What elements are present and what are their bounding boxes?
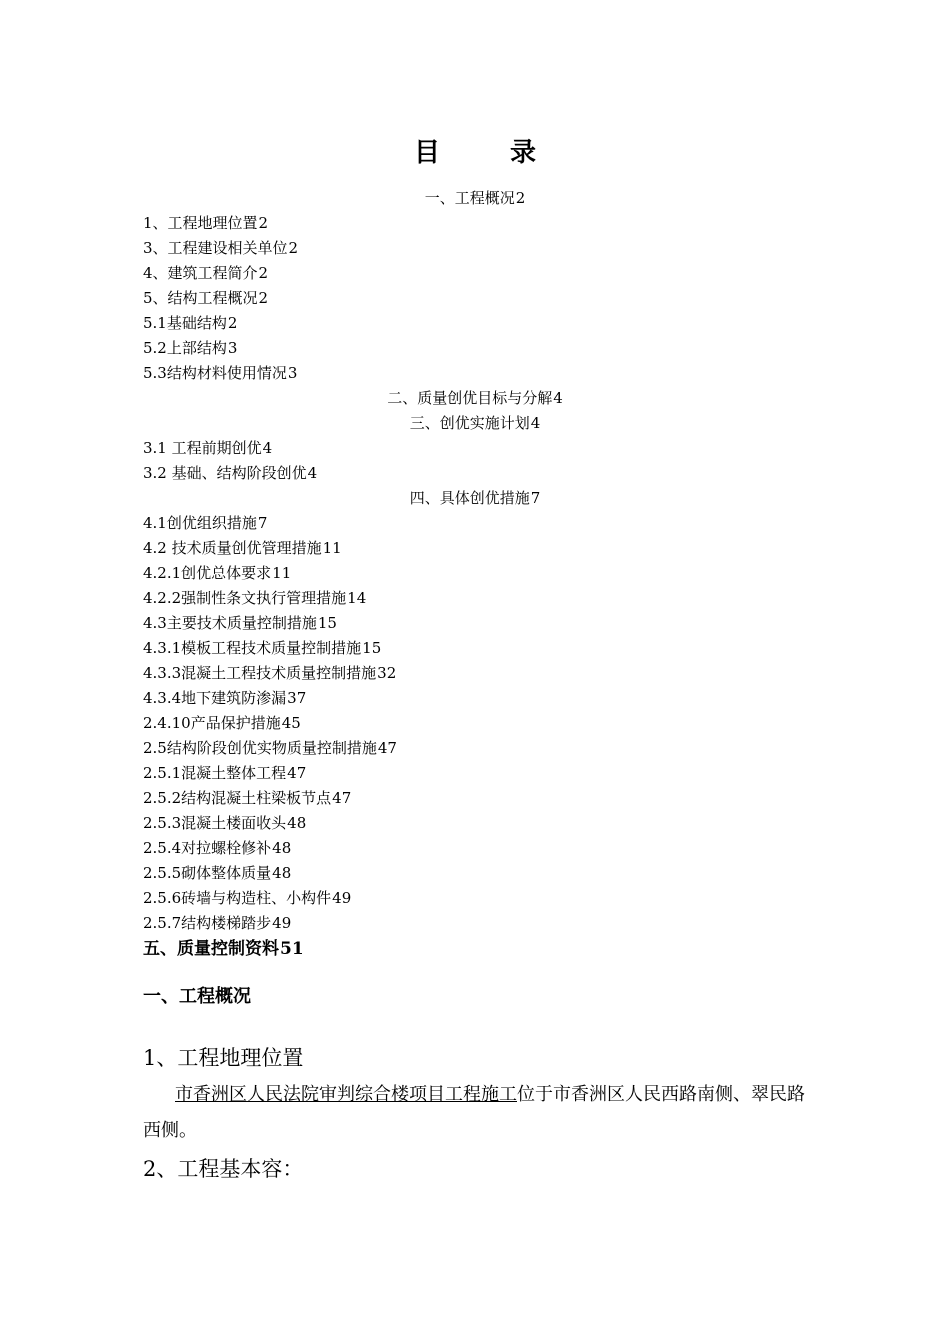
toc-entry-text: 2.5.2结构混凝土柱梁板节点 — [143, 789, 332, 807]
toc-entry-page: 47 — [287, 764, 307, 782]
toc-entry-page: 7 — [257, 514, 268, 532]
toc-entry[interactable] — [143, 886, 813, 911]
toc-entry-page: 15 — [362, 639, 382, 657]
toc-entry-text: 3.2 基础、结构阶段创优 — [143, 464, 307, 482]
toc-entry-text: 五、质量控制资料 — [143, 939, 279, 959]
toc-entry[interactable] — [143, 936, 813, 962]
toc-entry[interactable] — [143, 736, 813, 761]
toc-entry-page: 4 — [307, 464, 318, 482]
toc-entry-text: 4.3.4地下建筑防渗漏 — [143, 689, 287, 707]
toc-entry-page: 4 — [530, 414, 541, 432]
toc-entry[interactable] — [0, 411, 950, 436]
toc-entry-text: 5、结构工程概况 — [143, 289, 258, 307]
section-heading: 一、工程概况 — [143, 986, 251, 1007]
toc-entry-page: 11 — [272, 564, 292, 582]
toc-entry-page: 2 — [515, 189, 526, 207]
toc-entry-text: 4、建筑工程简介 — [143, 264, 258, 282]
toc-entry-text: 2.5.3混凝土楼面收头 — [143, 814, 287, 832]
toc-entry[interactable] — [143, 261, 813, 286]
toc-entry-page: 11 — [322, 539, 342, 557]
toc-entry-page: 47 — [377, 739, 397, 757]
toc-title-left: 目 — [413, 138, 440, 168]
toc-entry[interactable] — [0, 386, 950, 411]
toc-entry-page: 2 — [227, 314, 238, 332]
toc-entry-page: 4 — [262, 439, 273, 457]
toc-entry-text: 3.1 工程前期创优 — [143, 439, 262, 457]
toc-entry-text: 4.2.2强制性条文执行管理措施 — [143, 589, 347, 607]
toc-entry-text: 4.2.1创优总体要求 — [143, 564, 272, 582]
toc-entry-page: 37 — [287, 689, 307, 707]
toc-entry-text: 2.4.10产品保护措施 — [143, 714, 281, 732]
toc-entry-page: 51 — [280, 939, 304, 959]
toc-entry[interactable] — [143, 361, 813, 386]
toc-entry-page: 45 — [281, 714, 301, 732]
toc-entry-page: 3 — [287, 364, 298, 382]
toc-entry-page: 48 — [272, 839, 292, 857]
sub-heading-location: 1、工程地理位置 — [143, 1046, 304, 1070]
toc-entry-page: 49 — [272, 914, 292, 932]
toc-entry-text: 二、质量创优目标与分解 — [387, 389, 553, 407]
toc-entry[interactable] — [143, 236, 813, 261]
toc-entry[interactable] — [143, 286, 813, 311]
toc-entry[interactable] — [143, 436, 813, 461]
toc-entry-text: 5.2上部结构 — [143, 339, 227, 357]
toc-entry-page: 47 — [332, 789, 352, 807]
toc-entry-text: 4.2 技术质量创优管理措施 — [143, 539, 322, 557]
toc-entry[interactable] — [143, 636, 813, 661]
toc-entry-page: 2 — [258, 289, 269, 307]
toc-entry-text: 2.5.4对拉螺栓修补 — [143, 839, 272, 857]
toc-entry[interactable] — [143, 861, 813, 886]
toc-entry-page: 2 — [288, 239, 299, 257]
toc-entry-text: 3、工程建设相关单位 — [143, 239, 288, 257]
toc-entry[interactable] — [143, 311, 813, 336]
toc-title-right: 录 — [510, 138, 537, 168]
toc-entry-text: 2.5.1混凝土整体工程 — [143, 764, 287, 782]
toc-entry[interactable] — [143, 711, 813, 736]
toc-entry[interactable] — [143, 811, 813, 836]
toc-entry-page: 48 — [272, 864, 292, 882]
toc-entry-text: 三、创优实施计划 — [409, 414, 530, 432]
toc-entry[interactable] — [143, 211, 813, 236]
toc-entry[interactable] — [0, 186, 950, 211]
toc-entry[interactable] — [143, 761, 813, 786]
toc-entry-page: 14 — [347, 589, 367, 607]
toc-entry-page: 48 — [287, 814, 307, 832]
sub-heading-basic-content: 2、工程基本容： — [143, 1157, 304, 1181]
toc-entry-text: 2.5.6砖墙与构造柱、小构件 — [143, 889, 332, 907]
table-of-contents — [143, 186, 813, 962]
toc-entry-text: 4.3.3混凝土工程技术质量控制措施 — [143, 664, 377, 682]
toc-title — [0, 132, 950, 169]
toc-entry-text: 4.3主要技术质量控制措施 — [143, 614, 317, 632]
location-paragraph — [143, 1077, 813, 1149]
project-name-underlined: 市香洲区人民法院审判综合楼项目工程施工 — [175, 1084, 517, 1105]
toc-entry-text: 4.1创优组织措施 — [143, 514, 257, 532]
toc-entry-text: 2.5结构阶段创优实物质量控制措施 — [143, 739, 377, 757]
location-text: 位于市香洲区人民西路南侧、翠民路西侧。 — [143, 1084, 805, 1141]
toc-entry[interactable] — [143, 686, 813, 711]
toc-entry[interactable] — [143, 336, 813, 361]
toc-entry-text: 2.5.5砌体整体质量 — [143, 864, 272, 882]
toc-entry-page: 2 — [258, 214, 269, 232]
toc-entry[interactable] — [143, 611, 813, 636]
toc-entry[interactable] — [143, 661, 813, 686]
toc-entry[interactable] — [143, 511, 813, 536]
toc-entry[interactable] — [143, 786, 813, 811]
toc-entry[interactable] — [143, 461, 813, 486]
toc-entry-page: 7 — [530, 489, 541, 507]
toc-entry-text: 2.5.7结构楼梯踏步 — [143, 914, 272, 932]
toc-entry[interactable] — [143, 536, 813, 561]
toc-entry[interactable] — [143, 561, 813, 586]
toc-entry-text: 4.3.1模板工程技术质量控制措施 — [143, 639, 362, 657]
toc-entry-page: 2 — [258, 264, 269, 282]
toc-entry-text: 5.3结构材料使用情况 — [143, 364, 287, 382]
toc-entry-page: 4 — [553, 389, 563, 407]
toc-entry[interactable] — [143, 586, 813, 611]
toc-entry[interactable] — [0, 486, 950, 511]
toc-entry-page: 32 — [377, 664, 397, 682]
toc-entry-text: 一、工程概况 — [424, 189, 515, 207]
toc-entry-text: 1、工程地理位置 — [143, 214, 258, 232]
toc-entry-page: 15 — [317, 614, 337, 632]
toc-entry-text: 四、具体创优措施 — [409, 489, 530, 507]
toc-entry-page: 3 — [227, 339, 238, 357]
toc-entry[interactable] — [143, 836, 813, 861]
toc-entry-text: 5.1基础结构 — [143, 314, 227, 332]
toc-entry[interactable] — [143, 911, 813, 936]
toc-entry-page: 49 — [332, 889, 352, 907]
